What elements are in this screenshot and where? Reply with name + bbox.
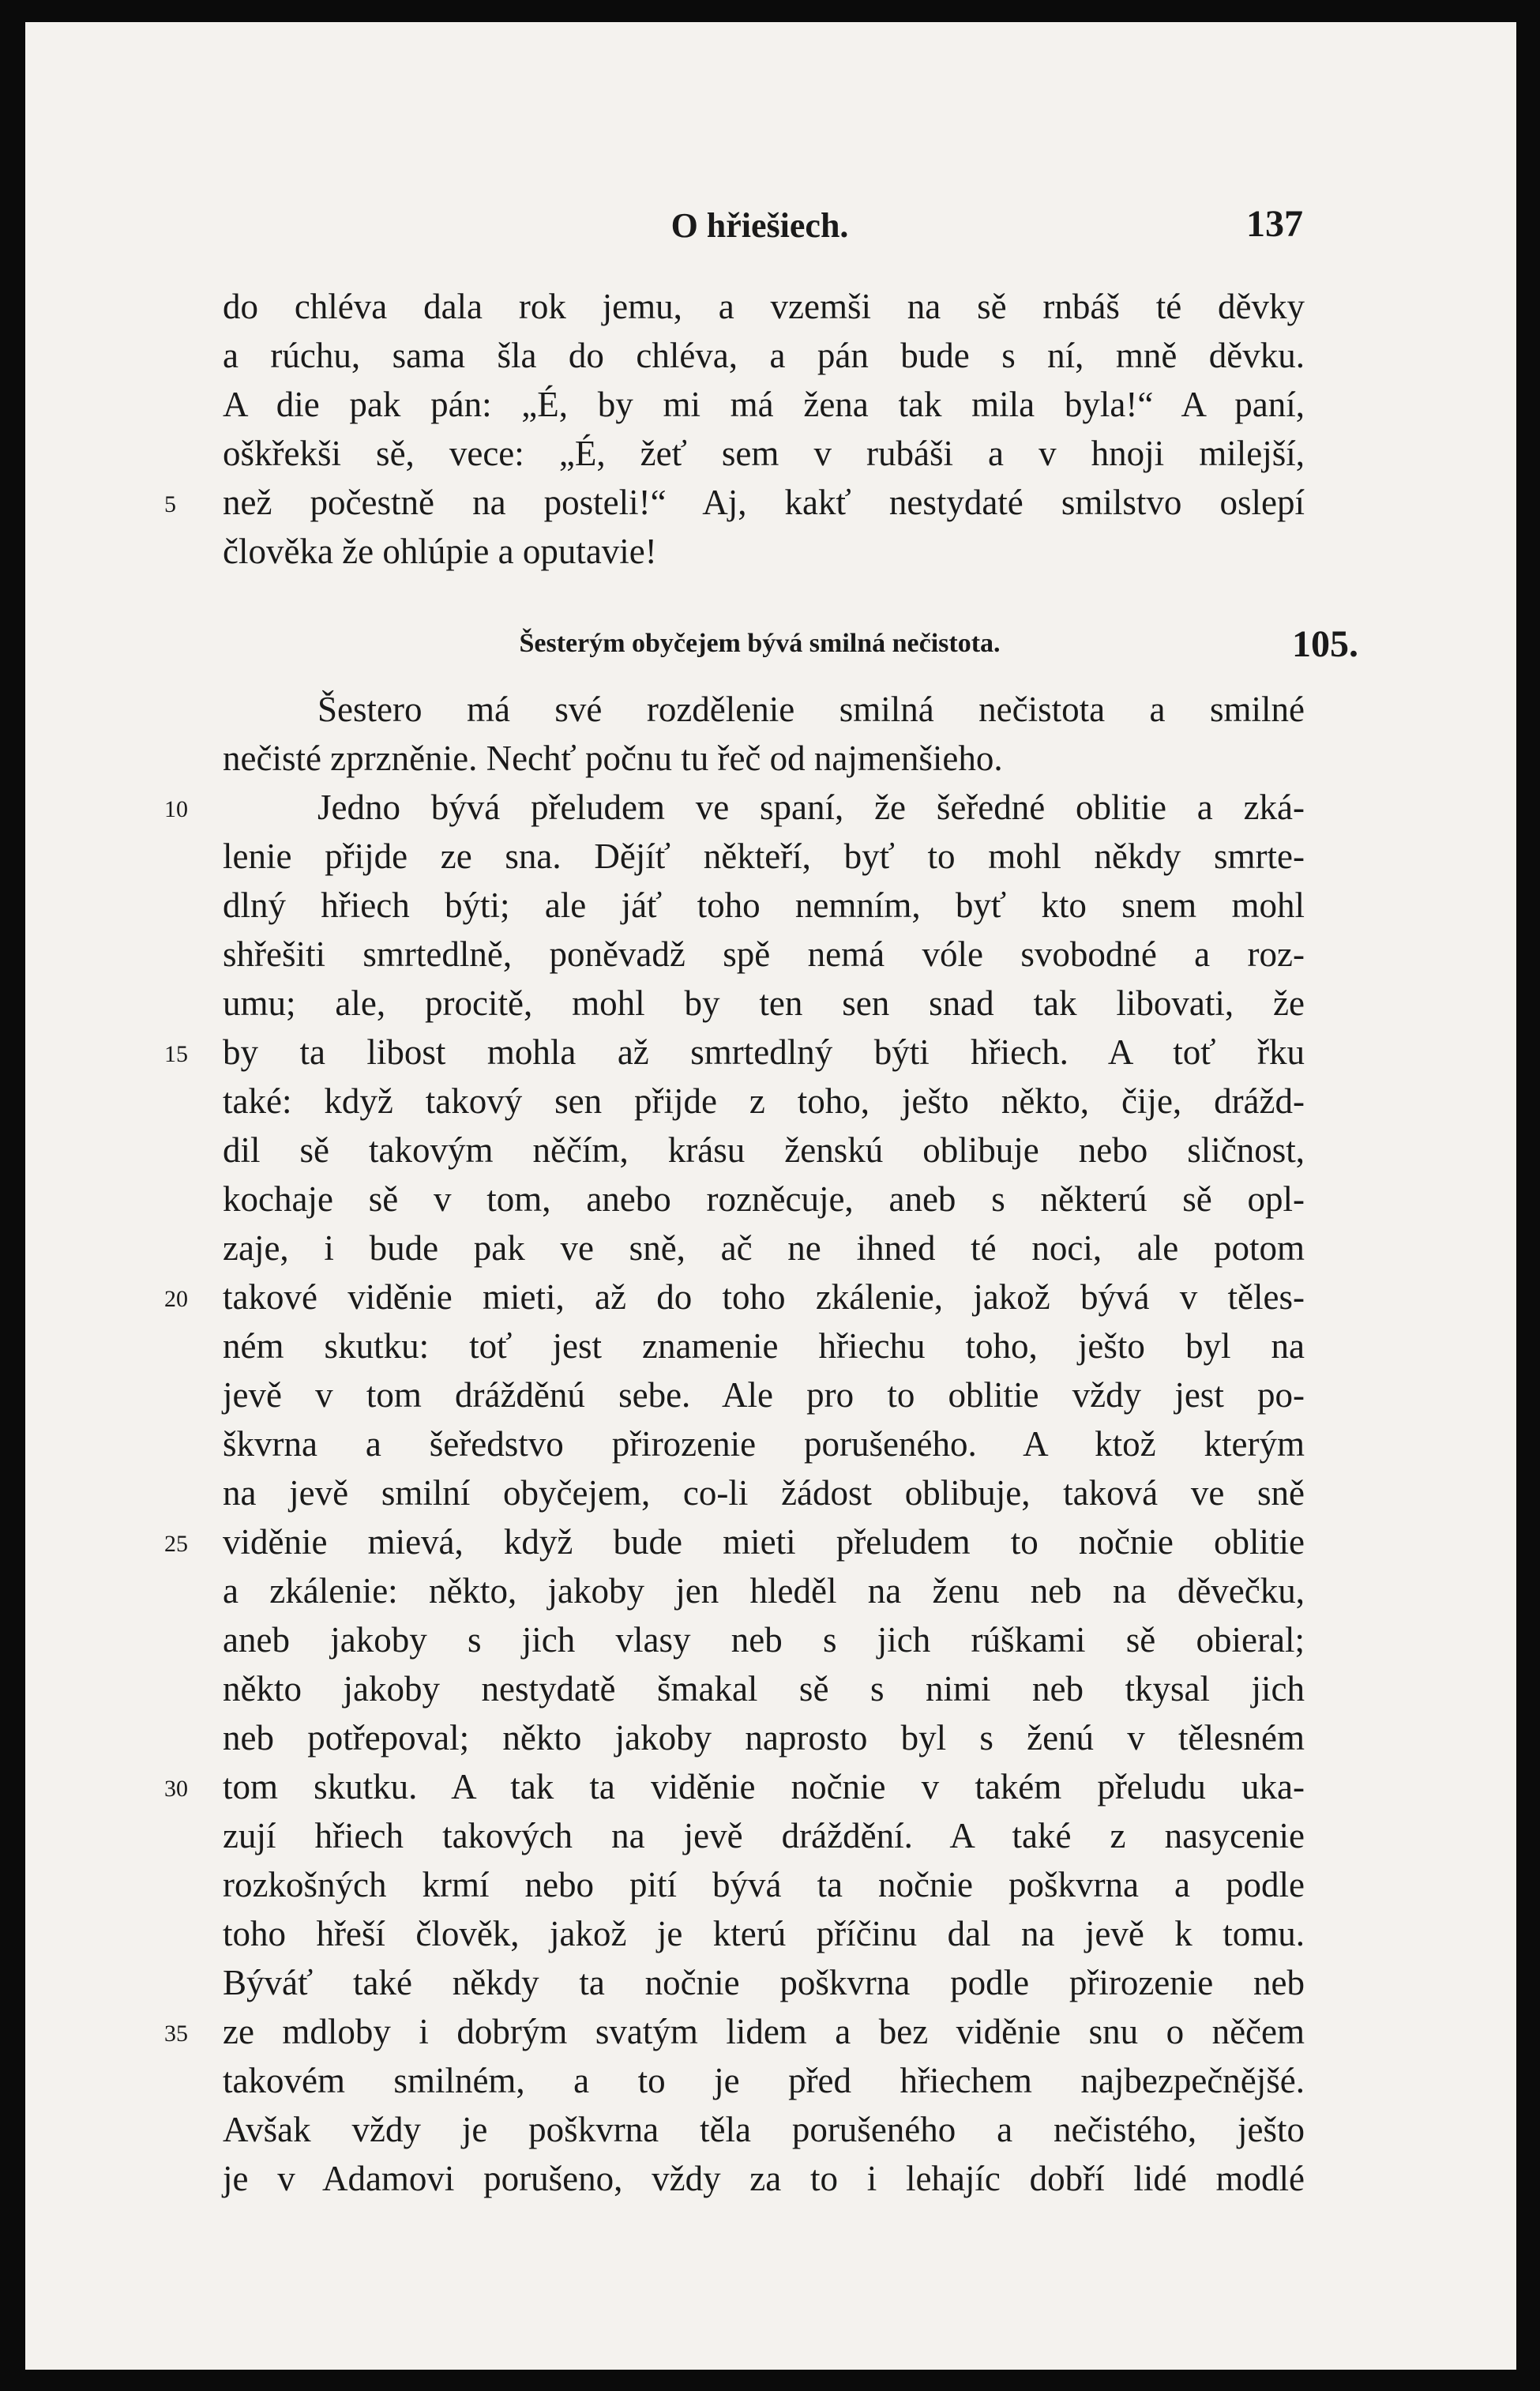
text-line: dil sě takovým něčím, krásu ženskú oblibuje nebo sličnost, — [223, 1130, 1305, 1170]
text-line: a zkálenie: někto, jakoby jen hleděl na ženu neb na děvečku, — [223, 1571, 1305, 1611]
book-page — [25, 22, 1516, 2370]
line-number: 10 — [164, 796, 188, 822]
section-heading: Šesterým obyčejem bývá smilná nečistota. — [519, 629, 1001, 658]
line-number: 20 — [164, 1286, 188, 1312]
text-line: Býváť také někdy ta nočnie poškvrna podle přirozenie neb — [223, 1963, 1305, 2002]
text-line: Jedno bývá přeludem ve spaní, že šeředné oblitie a zká- — [317, 788, 1305, 827]
text-line: shřešiti smrtedlně, poněvadž spě nemá vóle svobodné a roz- — [223, 934, 1305, 974]
running-header-title: O hřiešiech. — [670, 206, 849, 245]
text-line: umu; ale, procitě, mohl by ten sen snad tak libovati, že — [223, 983, 1305, 1023]
line-number: 25 — [164, 1531, 188, 1557]
text-line: do chléva dala rok jemu, a vzemši na sě rnbáš té děvky — [223, 287, 1305, 326]
text-line: než počestně na posteli!“ Aj, kakť nestydaté smilstvo oslepí — [223, 483, 1305, 522]
text-line: dlný hřiech býti; ale jáť toho nemním, byť kto snem mohl — [223, 885, 1305, 925]
text-line: toho hřeší člověk, jakož je kterú příčinu dal na jevě k tomu. — [223, 1914, 1305, 1953]
text-line: zaje, i bude pak ve sně, ač ne ihned té noci, ale potom — [223, 1228, 1305, 1268]
line-number: 15 — [164, 1041, 188, 1067]
text-line: rozkošných krmí nebo pití bývá ta nočnie poškvrna a podle — [223, 1865, 1305, 1904]
text-line: takovém smilném, a to je před hřiechem najbezpečnějšé. — [223, 2061, 1305, 2100]
page-number: 137 — [1246, 203, 1303, 245]
text-line: na jevě smilní obyčejem, co-li žádost oblibuje, taková ve sně — [223, 1473, 1305, 1513]
text-line: Avšak vždy je poškvrna těla porušeného a nečistého, ješto — [223, 2110, 1305, 2149]
text-line: tom skutku. A tak ta viděnie nočnie v takém přeludu uka- — [223, 1767, 1305, 1806]
text-line: lenie přijde ze sna. Dějíť někteří, byť to mohl někdy smrte- — [223, 836, 1305, 876]
line-number: 5 — [164, 491, 176, 517]
text-line: také: když takový sen přijde z toho, ješto někto, čije, drážd- — [223, 1081, 1305, 1121]
line-number: 30 — [164, 1776, 188, 1802]
text-line: nečisté zprzněnie. Nechť počnu tu řeč od najmenšieho. — [223, 739, 1003, 778]
text-line: člověka že ohlúpie a oputavie! — [223, 532, 657, 571]
text-line: A die pak pán: „É, by mi má žena tak mila byla!“ A paní, — [223, 385, 1305, 424]
text-line: oškřekši sě, vece: „É, žeť sem v rubáši a v hnoji milejší, — [223, 434, 1305, 473]
text-line: neb potřepoval; někto jakoby naprosto byl s ženú v tělesném — [223, 1718, 1305, 1758]
text-line: jevě v tom drážděnú sebe. Ale pro to oblitie vždy jest po- — [223, 1375, 1305, 1415]
text-line: ném skutku: toť jest znamenie hřiechu toho, ješto byl na — [223, 1326, 1305, 1366]
text-line: zují hřiech takových na jevě dráždění. A také z nasycenie — [223, 1816, 1305, 1855]
text-line: škvrna a šeředstvo přirozenie porušeného. A ktož kterým — [223, 1424, 1305, 1464]
section-number: 105. — [1292, 623, 1358, 665]
text-line: aneb jakoby s jich vlasy neb s jich rúškami sě obieral; — [223, 1620, 1305, 1660]
text-line: Šestero má své rozdělenie smilná nečistota a smilné — [317, 690, 1305, 729]
line-number: 35 — [164, 2021, 188, 2047]
text-line: někto jakoby nestydatě šmakal sě s nimi neb tkysal jich — [223, 1669, 1305, 1709]
text-line: a rúchu, sama šla do chléva, a pán bude s ní, mně děvku. — [223, 336, 1305, 375]
text-line: by ta libost mohla až smrtedlný býti hřiech. A toť řku — [223, 1032, 1305, 1072]
text-line: je v Adamovi porušeno, vždy za to i lehajíc dobří lidé modlé — [223, 2159, 1305, 2198]
text-line: ze mdloby i dobrým svatým lidem a bez viděnie snu o něčem — [223, 2012, 1305, 2051]
text-line: takové viděnie mieti, až do toho zkálenie, jakož bývá v těles- — [223, 1277, 1305, 1317]
text-line: viděnie mievá, když bude mieti přeludem to nočnie oblitie — [223, 1522, 1305, 1562]
text-line: kochaje sě v tom, anebo rozněcuje, aneb s některú sě opl- — [223, 1179, 1305, 1219]
